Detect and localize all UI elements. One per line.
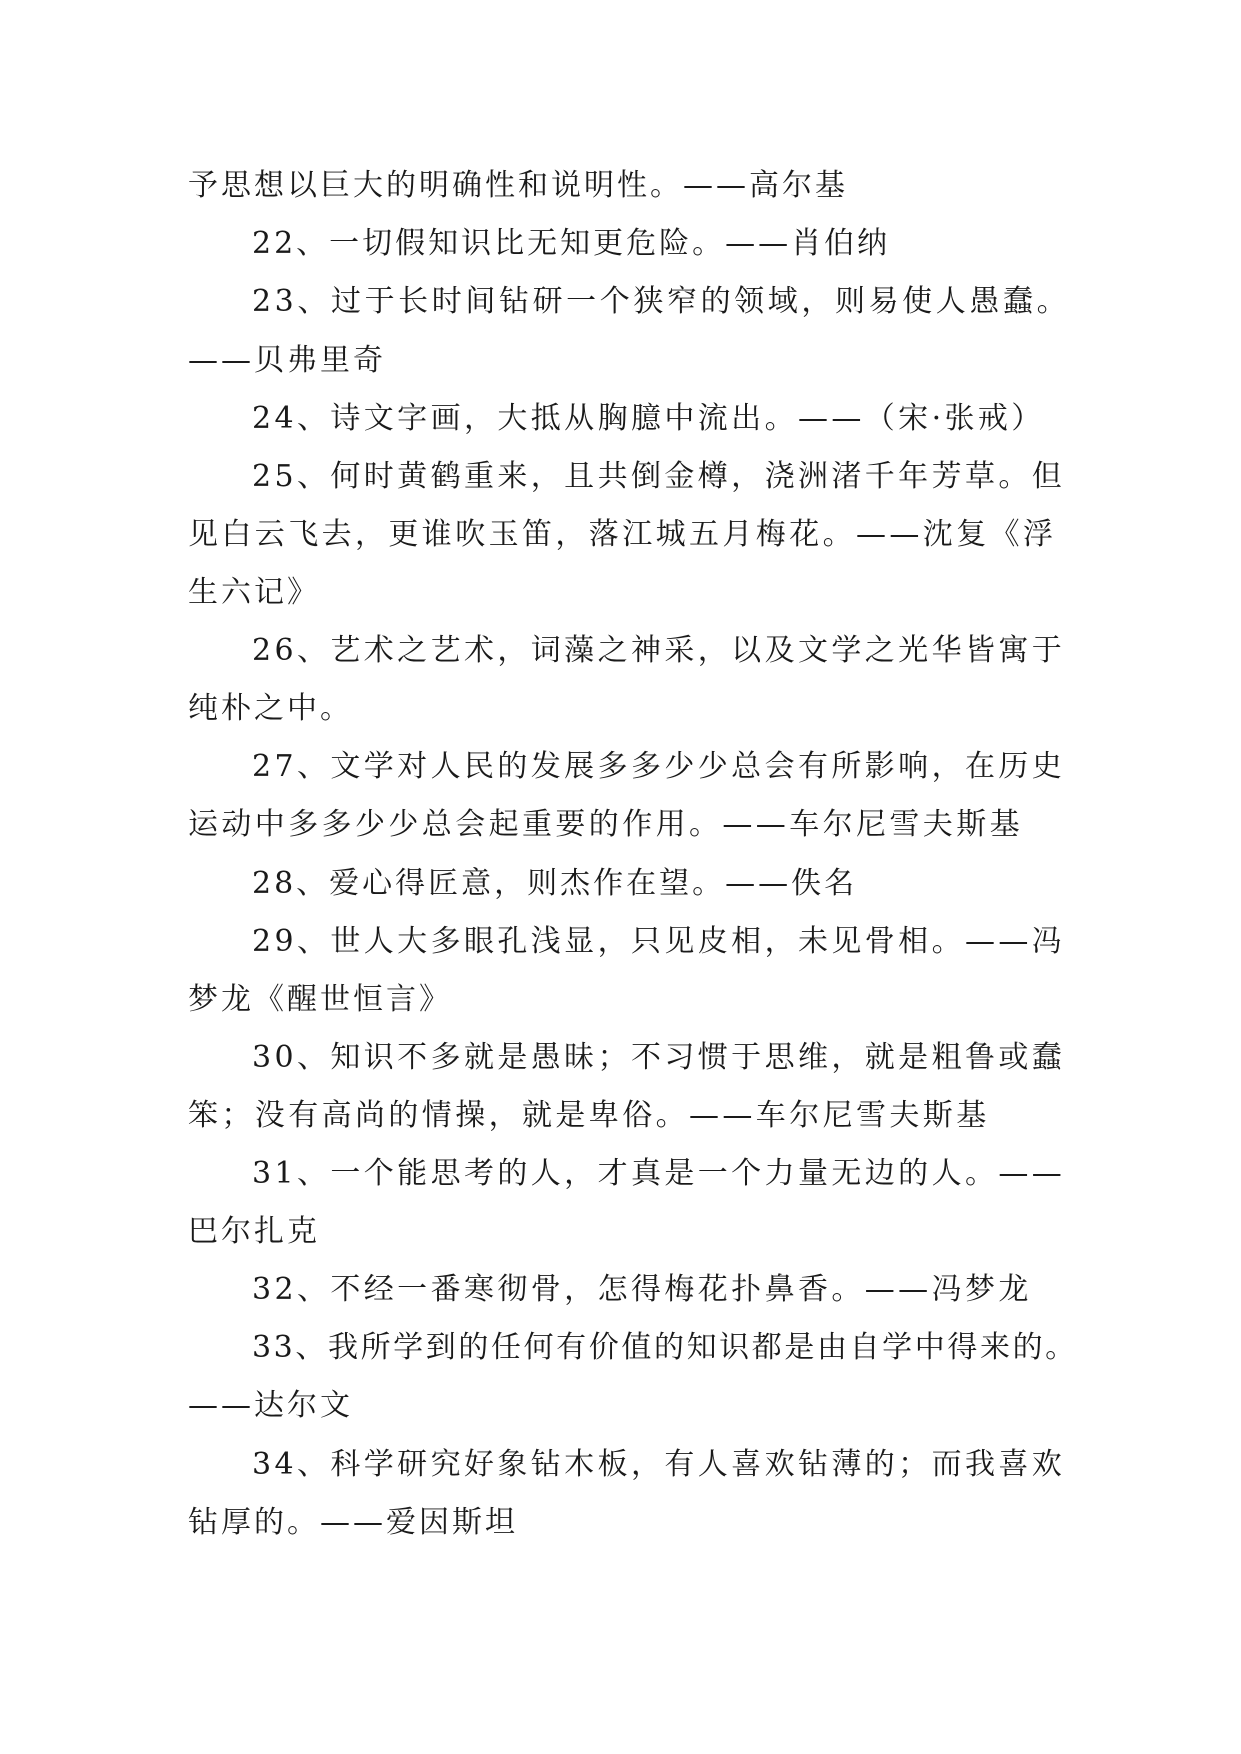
text-line: 22、一切假知识比无知更危险。——肖伯纳 xyxy=(252,226,891,261)
text-line: 予思想以巨大的明确性和说明性。——高尔基 xyxy=(188,168,848,203)
text-line: 纯朴之中。 xyxy=(188,691,353,726)
text-line: ——达尔文 xyxy=(188,1388,353,1423)
text-line: 32、不经一番寒彻骨，怎得梅花扑鼻香。——冯梦龙 xyxy=(252,1272,1032,1307)
text-line: 28、爱心得匠意，则杰作在望。——佚名 xyxy=(252,866,858,901)
text-line: 27、文学对人民的发展多多少少总会有所影响，在历史 xyxy=(252,749,1066,784)
text-line: 31、一个能思考的人，才真是一个力量无边的人。—— xyxy=(252,1156,1066,1191)
text-line: 笨；没有高尚的情操，就是卑俗。——车尔尼雪夫斯基 xyxy=(188,1098,990,1133)
text-line: ——贝弗里奇 xyxy=(188,343,386,378)
text-line: 24、诗文字画，大抵从胸臆中流出。——（宋·张戒） xyxy=(252,401,1045,436)
text-line: 生六记》 xyxy=(188,575,320,610)
text-line: 运动中多多少少总会起重要的作用。——车尔尼雪夫斯基 xyxy=(188,807,1023,842)
text-line: 26、艺术之艺术，词藻之神采，以及文学之光华皆寓于 xyxy=(252,633,1066,668)
text-line: 33、我所学到的任何有价值的知识都是由自学中得来的。 xyxy=(252,1330,1078,1365)
text-line: 25、何时黄鹤重来，且共倒金樽，浇洲渚千年芳草。但 xyxy=(252,459,1066,494)
text-line: 见白云飞去，更谁吹玉笛，落江城五月梅花。——沈复《浮 xyxy=(188,517,1057,552)
text-line: 29、世人大多眼孔浅显，只见皮相，未见骨相。——冯 xyxy=(252,924,1066,959)
text-line: 23、过于长时间钻研一个狭窄的领域，则易使人愚蠢。 xyxy=(252,284,1071,319)
text-line: 钻厚的。——爱因斯坦 xyxy=(188,1505,518,1540)
text-line: 30、知识不多就是愚昧；不习惯于思维，就是粗鲁或蠢 xyxy=(252,1040,1066,1075)
text-line: 34、科学研究好象钻木板，有人喜欢钻薄的；而我喜欢 xyxy=(252,1447,1066,1482)
text-line: 梦龙《醒世恒言》 xyxy=(188,982,452,1017)
text-line: 巴尔扎克 xyxy=(188,1214,320,1249)
